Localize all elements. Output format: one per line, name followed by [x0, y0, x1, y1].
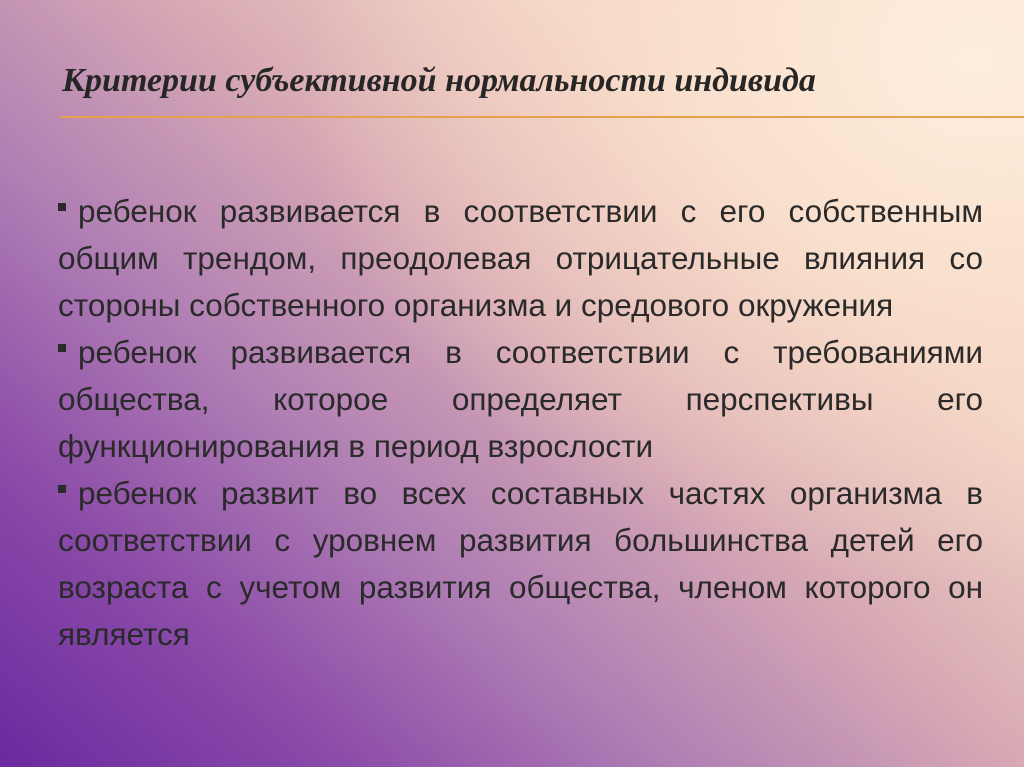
title-underline: [60, 116, 1024, 118]
slide-title: Критерии субъективной нормальности индивида: [62, 62, 816, 99]
bullet-text-2: ребенок развивается в соответствии с требованиями общества, которое определяет перспективы его функционирования в период взрослости: [58, 334, 983, 464]
bullet-list: [58, 188, 983, 658]
bullet-text-1: ребенок развивается в соответствии с его собственным общим трендом, преодолевая отрицательные влияния со стороны собственного организма и средового окружения: [58, 193, 983, 323]
bullet-item-1: [58, 188, 983, 329]
bullet-text-3: ребенок развит во всех составных частях организма в соответствии с уровнем развития большинства детей его возраста с учетом развития общества, членом которого он является: [58, 475, 983, 652]
bullet-item-3: [58, 470, 983, 658]
square-bullet-icon: [58, 344, 66, 352]
square-bullet-icon: [58, 485, 66, 493]
square-bullet-icon: [58, 203, 66, 211]
bullet-item-2: [58, 329, 983, 470]
